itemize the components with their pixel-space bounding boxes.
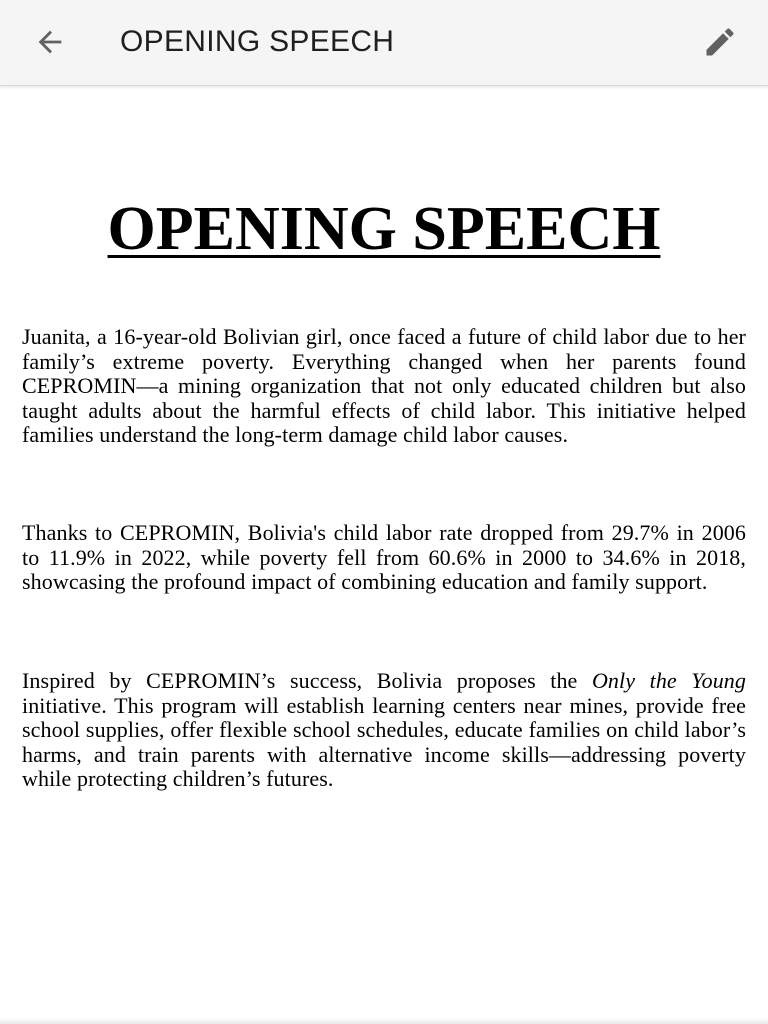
paragraph-initiative — [22, 669, 746, 792]
app-bar — [0, 0, 768, 86]
document-heading — [0, 193, 768, 265]
paragraph-juanita: Juanita, a 16-year-old Bolivian girl, once faced a future of child labor due to her family’s extreme poverty. Everything changed when her parents found CEPROMIN—a mining organization that not only educated children but also taught adults about the harmful effects of child labor. This initiative helped families understand the long-term damage child labor causes. — [22, 324, 746, 447]
bottom-edge-shadow — [0, 1018, 768, 1024]
initiative-text-after: initiative. This program will establish learning centers near mines, provide free school supplies, offer flexible school schedules, educate families on child labor’s harms, and train parents with alternative income skills—addressing poverty while protecting children’s futures. — [22, 692, 746, 791]
initiative-text-before: Inspired by CEPROMIN’s success, Bolivia proposes the — [22, 668, 592, 693]
document-page[interactable] — [0, 87, 768, 1024]
arrow-back-icon — [33, 25, 67, 59]
back-button[interactable] — [24, 18, 76, 66]
document-heading-text: OPENING SPEECH — [107, 195, 661, 263]
paragraph-statistics: Thanks to CEPROMIN, Bolivia's child labor rate dropped from 29.7% in 2006 to 11.9% in 2022, while poverty fell from 60.6% in 2000 to 34.6% in 2018, showcasing the profound impact of combining education and family support. — [22, 520, 746, 594]
initiative-name: Only the Young — [591, 668, 747, 693]
app-bar-title: OPENING SPEECH — [120, 25, 395, 58]
pencil-edit-icon — [702, 24, 738, 60]
edit-button[interactable] — [696, 18, 744, 66]
